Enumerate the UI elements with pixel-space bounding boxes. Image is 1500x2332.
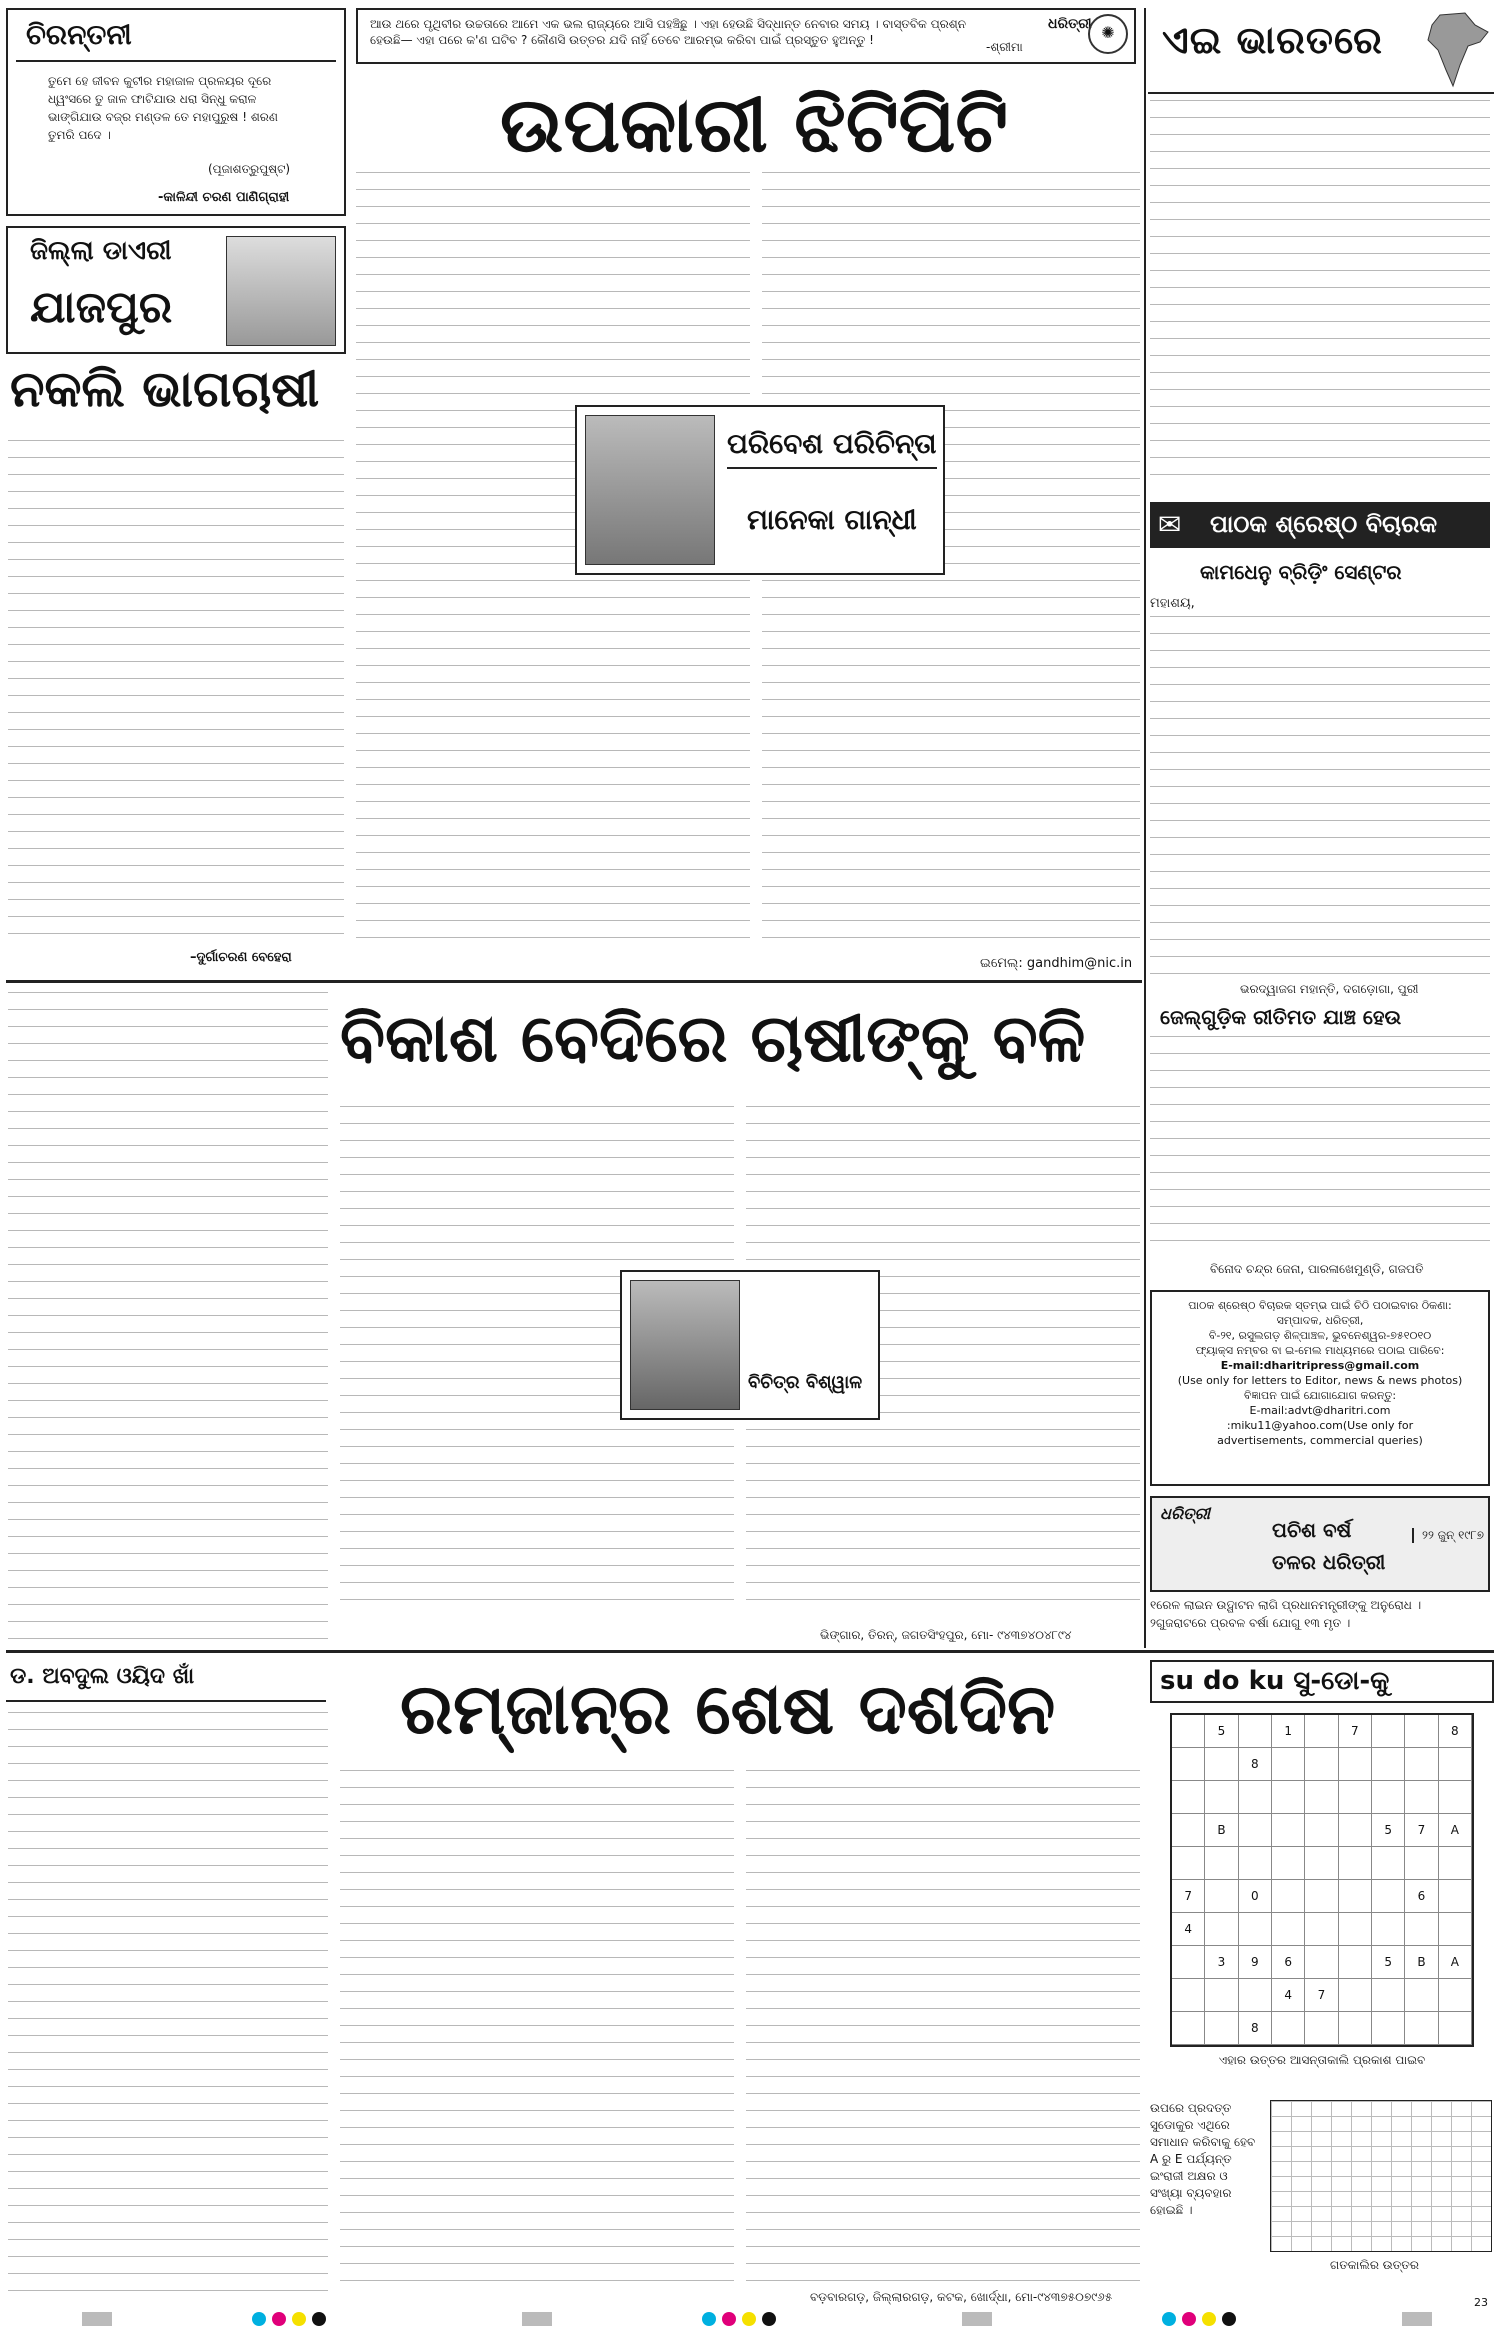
sudoku-cell[interactable] (1172, 1715, 1205, 1748)
temple-image (226, 236, 336, 346)
page-number: 23 (1474, 2296, 1488, 2309)
readers-body (1150, 616, 1490, 976)
vikash-author-box (620, 1270, 880, 1420)
sudoku-cell[interactable] (1272, 1748, 1305, 1781)
sudoku-cell[interactable]: 6 (1272, 1946, 1305, 1979)
sudoku-cell[interactable]: B (1205, 1814, 1238, 1847)
sudoku-cell[interactable] (1372, 2012, 1405, 2045)
archive-box (1150, 1496, 1490, 1592)
readers-banner (1150, 502, 1490, 548)
sudoku-cell[interactable] (1172, 1847, 1205, 1880)
sudoku-cell[interactable] (1305, 1814, 1338, 1847)
sudoku-cell[interactable] (1239, 1913, 1272, 1946)
sudoku-cell[interactable] (1372, 1847, 1405, 1880)
archive-item1: ୧ରେଳ ଲାଇନ ଉଦ୍ଘାଟନ ଲାଗି ପ୍ରଧାନମନ୍ତ୍ରୀଙ୍କୁ ଅନୁରୋଧ । (1150, 1598, 1422, 1612)
sudoku-cell[interactable] (1172, 1814, 1205, 1847)
upakari-email[interactable]: gandhim@nic.in (1026, 956, 1133, 971)
column-name-box (575, 405, 945, 575)
readers-heading: କାମଧେନୁ ବ୍ରିଡ଼ିଂ ସେଣ୍ଟର (1200, 560, 1402, 584)
sudoku-cell[interactable] (1305, 1715, 1338, 1748)
sudoku-cell[interactable] (1372, 1880, 1405, 1913)
sudoku-cell[interactable]: 8 (1239, 1748, 1272, 1781)
ramjan-headline: ରମ୍‌ଜାନ୍‌ର ଶେଷ ଦଶଦିନ (400, 1668, 1056, 1750)
readers-banner-text: ପାଠକ ଶ୍ରେଷ୍ଠ ବିଚାରକ (1210, 510, 1438, 538)
vikash-author-photo (630, 1280, 740, 1410)
archive-paper: ଧରିତ୍ରୀ (1160, 1504, 1210, 1523)
contact-email2[interactable]: E-mail:advt@dharitri.com (1249, 1404, 1391, 1417)
archive-label1: ପଚିଶ ବର୍ଷ (1272, 1518, 1352, 1542)
sudoku-cell[interactable] (1305, 2012, 1338, 2045)
vikash-address: ଭିଙ୍ଗାର, ତିରନ୍, ଜଗତସିଂହପୁର, ମୋ- ୯୪୩୭୪୦୪୮୯୪ (820, 1628, 1072, 1642)
top-paper-name: ଧରିତ୍ରୀ (1048, 16, 1092, 32)
sudoku-cell[interactable] (1239, 1847, 1272, 1880)
author-photo (585, 415, 715, 565)
column-name: ପରିବେଶ ପରିଚିନ୍ତା (727, 427, 937, 469)
archive-item2: ୨ଗୁଜରାଟରେ ପ୍ରବଳ ବର୍ଷା ଯୋଗୁ ୧୩ ମୃତ । (1150, 1616, 1351, 1630)
sudoku-cell[interactable] (1272, 1880, 1305, 1913)
sudoku-cell[interactable] (1439, 2012, 1472, 2045)
contact-box (1150, 1290, 1490, 1486)
contact-email-intro: ଫ୍ୟାକ୍ସ ନମ୍ବର ବା ଇ-ମେଲ ମାଧ୍ୟମରେ ପଠାଇ ପାରିବେ: (1195, 1344, 1445, 1357)
sudoku-cell[interactable] (1239, 1814, 1272, 1847)
ramjan-col3 (746, 1770, 1140, 2290)
contact-email1-note: (Use only for letters to Editor, news & news photos) (1177, 1374, 1463, 1387)
jail-heading: ଜେଲ୍‌ଗୁଡ଼ିକ ରୀତିମତ ଯାଞ୍ଚ ହେଉ (1160, 1005, 1402, 1029)
sudoku-cell[interactable] (1339, 1847, 1372, 1880)
district-label: ଜିଲ୍ଲା ଡାଏରୀ (30, 236, 172, 266)
sudoku-cell[interactable]: 9 (1239, 1946, 1272, 1979)
right-top-article (1150, 100, 1490, 490)
sudoku-cell[interactable] (1339, 1880, 1372, 1913)
sudoku-cell[interactable] (1305, 1748, 1338, 1781)
archive-label2: ତଳର ଧରିତ୍ରୀ (1272, 1550, 1386, 1574)
sudoku-box (1150, 1660, 1494, 2280)
contact-org: ସମ୍ପାଦକ, ଧରିତ୍ରୀ, (1276, 1314, 1364, 1327)
sudoku-cell[interactable] (1405, 1781, 1438, 1814)
sudoku-cell[interactable] (1172, 1748, 1205, 1781)
top-quote-box (356, 8, 1136, 64)
envelope-icon: ✉ (1158, 508, 1182, 541)
masthead-box (1148, 8, 1494, 94)
lotus-icon: ✺ (1088, 14, 1128, 54)
sudoku-cell[interactable] (1439, 1913, 1472, 1946)
sudoku-cell[interactable]: 8 (1239, 2012, 1272, 2045)
readers-sign: ଭରଦ୍ୱାଜଗ ମହାନ୍ତି, ଦଗଡ଼ୋଗା, ପୁରୀ (1240, 982, 1419, 996)
upakari-author: ମାନେକା ଗାନ୍ଧୀ (747, 503, 917, 536)
sudoku-cell[interactable] (1405, 1715, 1438, 1748)
sudoku-cell[interactable]: A (1439, 1946, 1472, 1979)
sudoku-cell[interactable] (1372, 1748, 1405, 1781)
sudoku-cell[interactable]: 0 (1239, 1880, 1272, 1913)
vikash-col1 (8, 992, 328, 1642)
sudoku-cell[interactable]: 5 (1372, 1946, 1405, 1979)
ramjan-col1 (8, 1712, 328, 2302)
sudoku-cell[interactable] (1205, 1880, 1238, 1913)
ramjan-col2 (340, 1770, 734, 2290)
chirantani-box (6, 8, 346, 216)
sudoku-cell[interactable] (1339, 1946, 1372, 1979)
sudoku-cell[interactable] (1239, 1715, 1272, 1748)
contact-ad-intro: ବିଜ୍ଞାପନ ପାଇଁ ଯୋଗାଯୋଗ କରନ୍ତୁ: (1243, 1389, 1397, 1402)
sudoku-cell[interactable]: 3 (1205, 1946, 1238, 1979)
contact-email1[interactable]: E-mail:dharitripress@gmail.com (1220, 1359, 1420, 1372)
contact-email3-note: advertisements, commercial queries) (1217, 1434, 1423, 1447)
sudoku-note: ଏହାର ଉତ୍ତର ଆସନ୍ତାକାଲି ପ୍ରକାଶ ପାଇବ (1218, 2053, 1426, 2067)
sudoku-cell[interactable] (1405, 1748, 1438, 1781)
sudoku-cell[interactable] (1439, 1880, 1472, 1913)
sudoku-cell[interactable] (1272, 1814, 1305, 1847)
vikash-author: ବିଚିତ୍ର ବିଶ୍ୱାଳ (748, 1372, 863, 1393)
sudoku-cell[interactable] (1405, 1979, 1438, 2012)
sudoku-cell[interactable] (1272, 1847, 1305, 1880)
sudoku-cell[interactable] (1339, 1979, 1372, 2012)
sudoku-cell[interactable] (1205, 1847, 1238, 1880)
sudoku-cell[interactable]: 8 (1439, 1715, 1472, 1748)
sudoku-side-text: ଉପରେ ପ୍ରଦତ୍ତ ସୁଡୋକୁର ଏଥିରେ ସମାଧାନ କରିବାକୁ ହେବ A ରୁ E ପର୍ଯ୍ୟନ୍ତ ଇଂରାଜୀ ଅକ୍ଷର ଓ ସଂଖ୍ୟା ବ୍ୟବହାର ହୋଇଛି । (1150, 2101, 1256, 2217)
sudoku-cell[interactable] (1372, 1781, 1405, 1814)
sudoku-cell[interactable] (1372, 1979, 1405, 2012)
sudoku-cell[interactable] (1439, 1748, 1472, 1781)
sudoku-grid[interactable] (1170, 1713, 1474, 2047)
district-diary-header (6, 226, 346, 354)
masthead-title: ଏଇ ଭାରତରେ (1162, 18, 1383, 62)
jail-sign: ବିନୋଦ ଚନ୍ଦ୍ର ଜେନା, ପାରଳାଖେମୁଣ୍ଡି, ଗଜପତି (1210, 1262, 1424, 1276)
sudoku-cell[interactable] (1239, 1979, 1272, 2012)
sudoku-cell[interactable] (1339, 2012, 1372, 2045)
email-label: ଇମେଲ୍: (980, 956, 1023, 971)
sudoku-cell[interactable] (1405, 1847, 1438, 1880)
sudoku-title: su do ku ସୁ-ଡୋ-କୁ (1150, 1660, 1494, 1703)
sudoku-cell[interactable] (1305, 1946, 1338, 1979)
sudoku-cell[interactable]: 6 (1405, 1880, 1438, 1913)
sudoku-cell[interactable] (1172, 1946, 1205, 1979)
sudoku-cell[interactable] (1439, 1979, 1472, 2012)
jail-body (1150, 1036, 1490, 1256)
sudoku-cell[interactable] (1339, 1781, 1372, 1814)
india-map-icon (1420, 10, 1490, 90)
sudoku-cell[interactable]: 1 (1272, 1715, 1305, 1748)
sudoku-cell[interactable] (1305, 1880, 1338, 1913)
sudoku-cell[interactable]: 7 (1339, 1715, 1372, 1748)
readers-salutation: ମହାଶୟ, (1150, 596, 1195, 611)
chirantani-heading: ଚିରନ୍ତନୀ (26, 18, 132, 51)
sudoku-cell[interactable] (1172, 1781, 1205, 1814)
upakari-headline: ଉପକାରୀ ଝିଟିପିଟି (500, 80, 1009, 169)
sudoku-cell[interactable] (1272, 1781, 1305, 1814)
sudoku-cell[interactable] (1339, 1748, 1372, 1781)
sudoku-cell[interactable] (1205, 2012, 1238, 2045)
chirantani-source: (ପୂଜାଶତ୍ରୁପୁଷ୍ଟ) (208, 162, 291, 176)
sudoku-cell[interactable] (1172, 1979, 1205, 2012)
sudoku-cell[interactable] (1439, 1781, 1472, 1814)
sudoku-cell[interactable]: 5 (1205, 1715, 1238, 1748)
sudoku-answer-label: ଗତକାଲିର ଉତ୍ତର (1330, 2258, 1419, 2272)
contact-address: ବି-୨୧, ରସୁଲଗଡ଼ ଶିଳ୍ପାଞ୍ଚଳ, ଭୁବନେଶ୍ୱର-୭୫୧୦୧୦ (1208, 1329, 1432, 1342)
district-headline: ନକଲି ଭାଗଚାଷୀ (10, 360, 320, 418)
sudoku-cell[interactable]: 7 (1172, 1880, 1205, 1913)
sudoku-cell[interactable] (1439, 1847, 1472, 1880)
sudoku-cell[interactable] (1172, 2012, 1205, 2045)
sudoku-cell[interactable] (1305, 1781, 1338, 1814)
contact-email3[interactable]: :miku11@yahoo.com(Use only for (1226, 1419, 1414, 1432)
sudoku-cell[interactable]: 4 (1172, 1913, 1205, 1946)
ramjan-author: ଡ. ଅବଦୁଲ ଓୟିଦ ଖାଁ (10, 1664, 195, 1689)
sudoku-cell[interactable] (1205, 1748, 1238, 1781)
sudoku-cell[interactable]: B (1405, 1946, 1438, 1979)
district-name: ଯାଜପୁର (30, 282, 173, 333)
top-quote: ଆଉ ଥରେ ପୃଥିବୀର ଉଚ୍ଚତାରେ ଆମେ ଏକ ଭଲ ରାଜ୍ୟରେ ଆସି ପହଞ୍ଚିଛୁ । ଏହା ହେଉଛି ସିଦ୍ଧାନ୍ତ ନେବାର ସମୟ । ବାସ୍ତବିକ ପ୍ରଶ୍ନ ହେଉଛି— ଏହା ପରେ କ'ଣ ଘଟିବ ? କୌଣସି ଉତ୍ତର ଯଦି ନାହିଁ ତେବେ ଆରମ୍ଭ କରିବା ପାଇଁ ପ୍ରସ୍ତୁତ ହୁଅନ୍ତୁ ! (370, 17, 966, 47)
sudoku-cell[interactable] (1372, 1913, 1405, 1946)
sudoku-answer-grid (1270, 2100, 1492, 2252)
ramjan-sign: ବଡ଼ବାରଗଡ଼, ଜିଲ୍ଲାରଗଡ଼, କଟକ, ଖୋର୍ଦ୍ଧା, ମୋ-୯୪୩୭୫୦୭୯୬୫ (810, 2290, 1113, 2304)
sudoku-cell[interactable] (1405, 1913, 1438, 1946)
cmyk-marks (0, 2312, 1500, 2332)
sudoku-cell[interactable] (1372, 1715, 1405, 1748)
district-article-body (8, 440, 344, 940)
chirantani-poem: ତୁମେ ହେ ଜୀବନ କୁଟୀର ମହାଜାଳ ପ୍ରଳୟର ଦୂରେ ଧ୍ୱଂସରେ ତୁ ଜାଳ ଫାଟିଯାଉ ଧରା ସିନ୍ଧୁ କରାଳ ଭାଙ୍ଗିଯାଉ ବଜ୍ର ମଣ୍ଡଳ ତେ ମହାପୁରୁଷ ! ଶରଣ ତୁମରି ପଦେ । (48, 74, 278, 142)
archive-date: ୨୨ ଜୁନ୍ ୧୯୮୭ (1412, 1528, 1488, 1543)
sudoku-cell[interactable] (1239, 1781, 1272, 1814)
sudoku-cell[interactable] (1305, 1913, 1338, 1946)
sudoku-cell[interactable] (1405, 2012, 1438, 2045)
upakari-email-row (980, 956, 1132, 971)
sudoku-cell[interactable]: A (1439, 1814, 1472, 1847)
sudoku-cell[interactable] (1205, 1781, 1238, 1814)
district-byline: –ଦୁର୍ଗାଚରଣ ବେହେରା (190, 950, 292, 965)
sudoku-cell[interactable]: 4 (1272, 1979, 1305, 2012)
sudoku-cell[interactable] (1339, 1913, 1372, 1946)
sudoku-cell[interactable]: 7 (1305, 1979, 1338, 2012)
quote-author: -ଶ୍ରୀମା (986, 40, 1023, 54)
sudoku-cell[interactable] (1272, 2012, 1305, 2045)
sudoku-cell[interactable] (1205, 1913, 1238, 1946)
contact-intro: ପାଠକ ଶ୍ରେଷ୍ଠ ବିଚାରକ ସ୍ତମ୍ଭ ପାଇଁ ଚିଠି ପଠାଇବାର ଠିକଣା: (1188, 1299, 1452, 1312)
sudoku-cell[interactable]: 7 (1405, 1814, 1438, 1847)
sudoku-cell[interactable] (1272, 1913, 1305, 1946)
sudoku-cell[interactable] (1205, 1979, 1238, 2012)
chirantani-author: -କାଳିନ୍ଦୀ ଚରଣ ପାଣିଗ୍ରାହୀ (158, 190, 290, 205)
sudoku-cell[interactable] (1305, 1847, 1338, 1880)
sudoku-cell[interactable]: 5 (1372, 1814, 1405, 1847)
sudoku-cell[interactable] (1339, 1814, 1372, 1847)
vikash-headline: ବିକାଶ ବେଦିରେ ଚାଷୀଙ୍କୁ ବଳି (340, 1000, 1086, 1077)
